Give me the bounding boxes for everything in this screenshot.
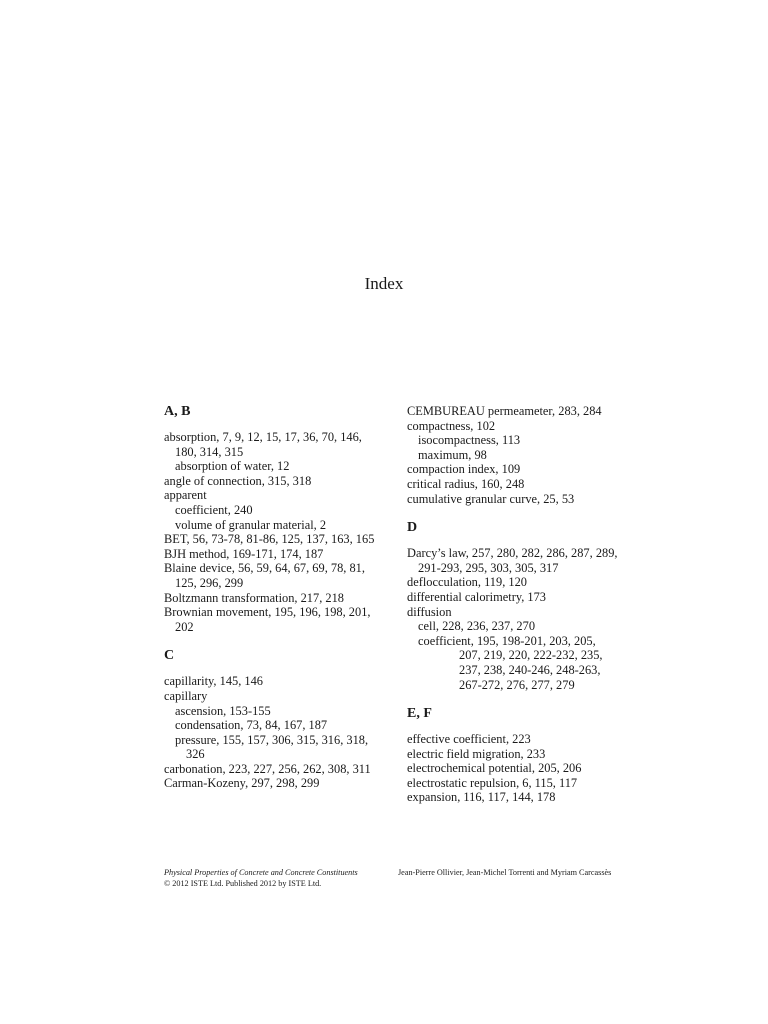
index-subentry: [164, 503, 384, 518]
index-entry-continuation: 237, 238, 240-246, 248-263,: [459, 662, 601, 677]
index-subentry: [407, 634, 627, 692]
index-entry-text: Brownian movement, 195, 196, 198, 201, 202: [164, 605, 371, 634]
footer-authors: Jean-Pierre Ollivier, Jean-Michel Torrenti and Myriam Carcassès: [398, 868, 612, 877]
index-section-heading: D: [407, 520, 418, 536]
index-entry-text: CEMBUREAU permeameter, 283, 284: [407, 404, 602, 418]
index-entry-text: diffusion: [407, 604, 452, 619]
index-entry: [164, 547, 384, 562]
index-entry-text: absorption of water, 12: [175, 459, 290, 474]
index-entry: [407, 419, 627, 434]
index-entry: [407, 462, 627, 477]
index-entry-text: capillary: [164, 688, 208, 703]
index-entry-text: Boltzmann transformation, 217, 218: [164, 590, 344, 605]
index-entry-text: critical radius, 160, 248: [407, 476, 525, 491]
index-entry-text: capillarity, 145, 146: [164, 674, 263, 689]
index-entry: [407, 492, 627, 507]
index-column-right: [407, 404, 627, 805]
index-entry-text: volume of granular material, 2: [175, 517, 327, 532]
index-entry: [407, 575, 627, 590]
index-entry: [164, 776, 384, 791]
index-entry: [407, 790, 627, 805]
index-entry-text: electrostatic repulsion, 6, 115, 117: [407, 775, 578, 790]
footer-book-title: Physical Properties of Concrete and Concrete Constituents: [164, 868, 358, 877]
index-entry: [164, 474, 384, 489]
index-entry-text: carbonation, 223, 227, 256, 262, 308, 311: [164, 761, 371, 776]
index-entry-text: angle of connection, 315, 318: [164, 473, 312, 488]
index-entry: [407, 605, 627, 620]
index-entry-text: cumulative granular curve, 25, 53: [407, 491, 575, 506]
index-entry-continuation: 267-272, 276, 277, 279: [459, 677, 575, 692]
index-section-heading: A, B: [164, 404, 191, 419]
index-entry: [407, 761, 627, 776]
index-subentry: [164, 733, 384, 762]
index-entry: [164, 488, 384, 503]
index-subentry: [164, 704, 384, 719]
index-entry-text: apparent: [164, 488, 207, 503]
index-entry-text: ascension, 153-155: [175, 703, 271, 718]
index-entry-text: BET, 56, 73-78, 81-86, 125, 137, 163, 165: [164, 532, 375, 547]
footer-left: [164, 868, 358, 889]
index-entry: [164, 430, 384, 459]
index-entry-text: absorption, 7, 9, 12, 15, 17, 36, 70, 146, 180, 314, 315: [164, 430, 362, 459]
index-entry-text: condensation, 73, 84, 167, 187: [175, 718, 328, 733]
index-entry-text: pressure, 155, 157, 306, 315, 316, 318, 326: [175, 732, 369, 762]
footer-copyright: © 2012 ISTE Ltd. Published 2012 by ISTE Ltd.: [164, 878, 322, 888]
index-entry: [164, 605, 384, 634]
index-entry-text: electrochemical potential, 205, 206: [407, 761, 582, 776]
index-entry: [164, 762, 384, 777]
index-entry: [164, 561, 384, 590]
index-entry: [164, 674, 384, 689]
index-entry: [407, 747, 627, 762]
index-subentry: [407, 448, 627, 463]
index-entry-text: Darcy’s law, 257, 280, 282, 286, 287, 289, 291-293, 295, 303, 305, 317: [407, 546, 618, 575]
footer-right: [398, 868, 611, 879]
index-entry-text: isocompactness, 113: [418, 433, 521, 448]
index-subentry: [164, 718, 384, 733]
index-entry: [164, 689, 384, 704]
index-entry-text: maximum, 98: [418, 447, 487, 462]
index-entry: [164, 591, 384, 606]
index-entry-text: compaction index, 109: [407, 462, 521, 477]
index-subentry: [407, 433, 627, 448]
index-section-heading: C: [164, 648, 175, 664]
index-subentry: [164, 459, 384, 474]
page-title: Index: [364, 274, 404, 293]
index-entry: [407, 776, 627, 791]
index-entry-text: expansion, 116, 117, 144, 178: [407, 790, 556, 805]
index-entry-continuation: 207, 219, 220, 222-232, 235,: [459, 648, 603, 663]
index-entry: [164, 532, 384, 547]
index-entry-text: BJH method, 169-171, 174, 187: [164, 546, 324, 561]
index-entry-text: electric field migration, 233: [407, 746, 546, 761]
index-entry-text: coefficient, 240: [175, 502, 253, 517]
index-entry: [407, 477, 627, 492]
index-entry: [407, 404, 627, 419]
index-entry-text: differential calorimetry, 173: [407, 589, 546, 604]
index-entry-text: compactness, 102: [407, 418, 496, 433]
index-entry-text: effective coefficient, 223: [407, 732, 531, 747]
index-entry: [407, 546, 627, 575]
index-entry-text: Carman-Kozeny, 297, 298, 299: [164, 776, 320, 791]
index-entry-text: coefficient, 195, 198-201, 203, 205,: [418, 633, 596, 648]
index-entry: [407, 590, 627, 605]
index-entry-text: deflocculation, 119, 120: [407, 575, 527, 590]
index-subentry: [407, 619, 627, 634]
index-entry-text: Blaine device, 56, 59, 64, 67, 69, 78, 81, 125, 296, 299: [164, 561, 365, 590]
index-entry-text: cell, 228, 236, 237, 270: [418, 619, 536, 634]
index-column-left: [164, 404, 384, 791]
index-subentry: [164, 518, 384, 533]
index-section-heading: E, F: [407, 706, 432, 722]
index-entry: [407, 732, 627, 747]
